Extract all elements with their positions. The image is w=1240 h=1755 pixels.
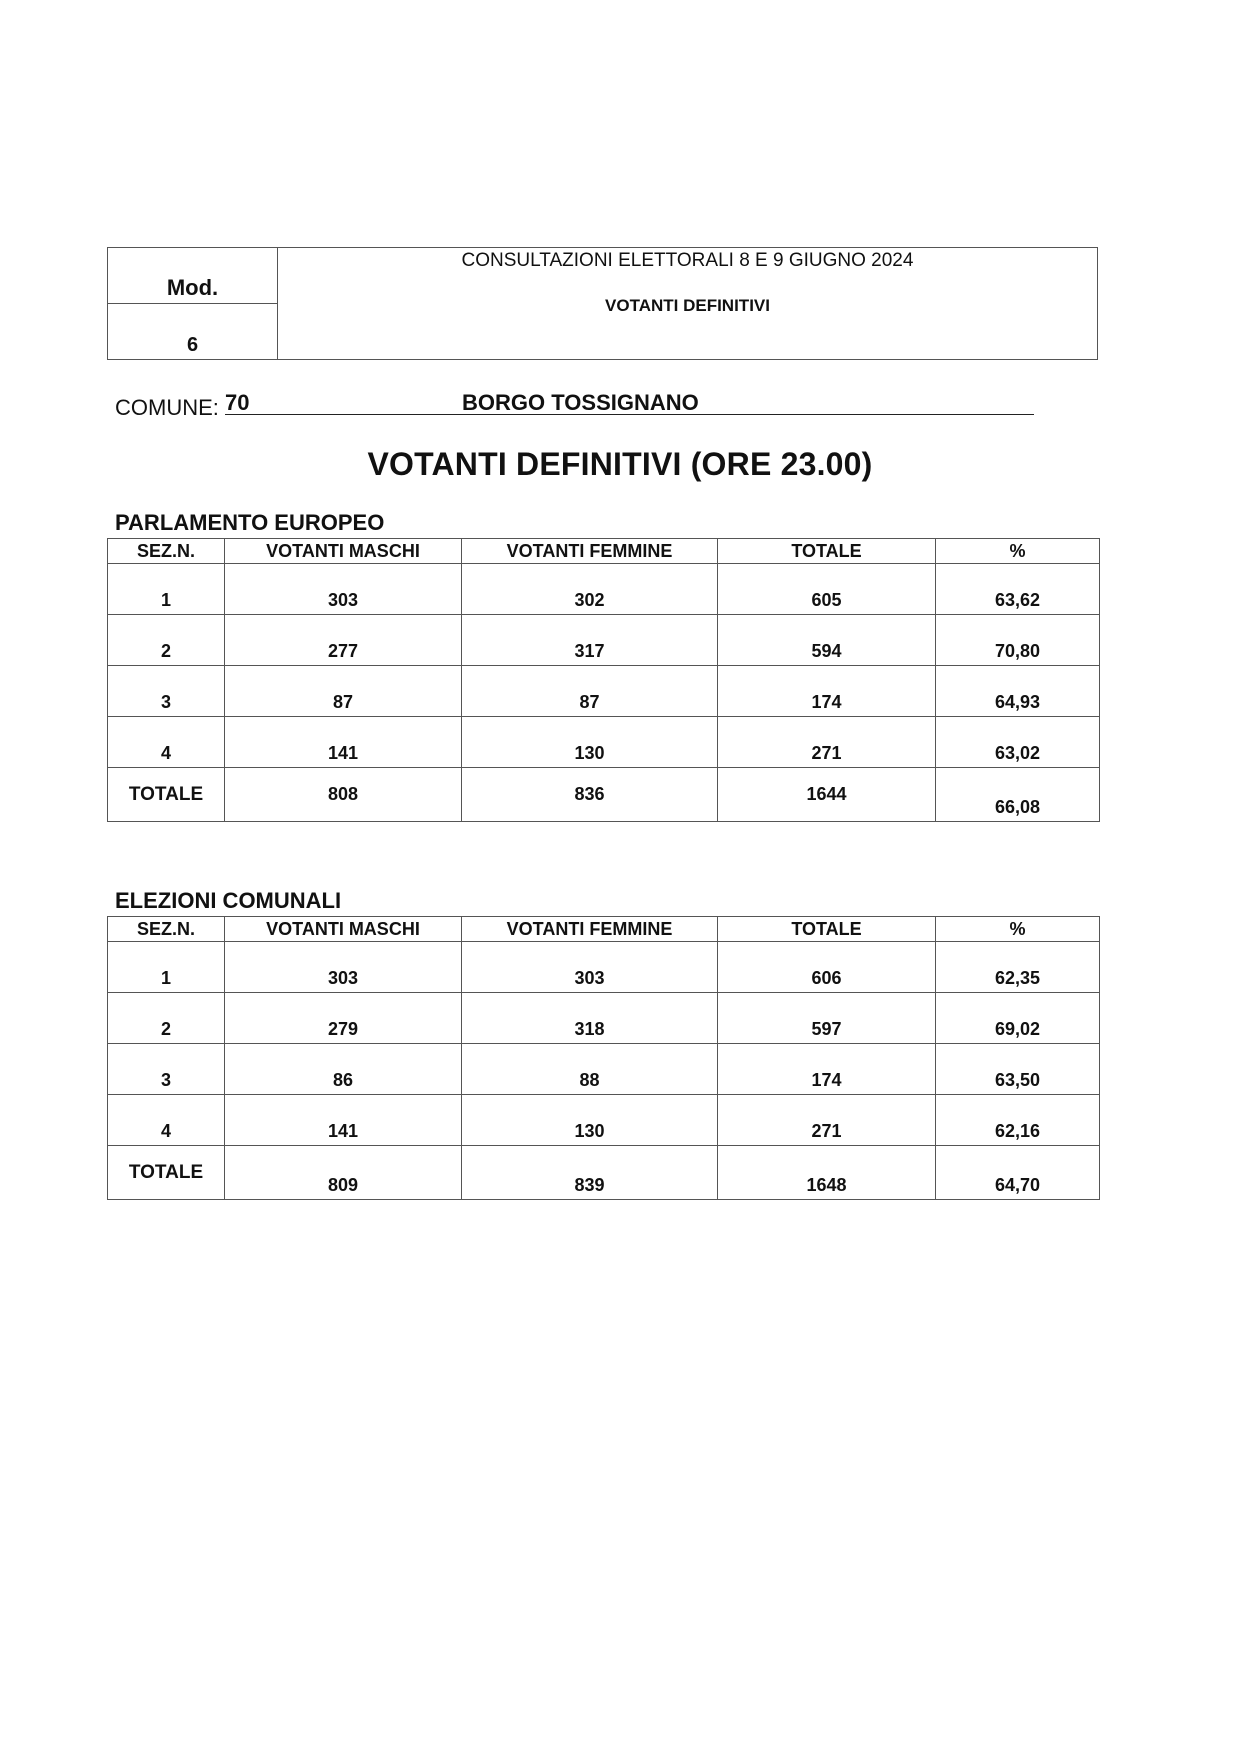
cell-totale: 271 (718, 1095, 936, 1146)
table-row (108, 993, 1100, 1044)
cell-votanti-femmine: 130 (462, 1095, 718, 1146)
cell-votanti-femmine: 87 (462, 666, 718, 717)
column-header-votanti-maschi: VOTANTI MASCHI (225, 917, 462, 942)
table-row (108, 1044, 1100, 1095)
cell-percentuale: 63,62 (936, 564, 1100, 615)
cell-sezione: 1 (108, 564, 225, 615)
main-title: VOTANTI DEFINITIVI (ORE 23.00) (367, 446, 873, 482)
cell-votanti-femmine: 302 (462, 564, 718, 615)
column-header-votanti-femmine: VOTANTI FEMMINE (462, 539, 718, 564)
cell-totale-percentuale: 66,08 (936, 768, 1100, 822)
section-heading-parlamento-europeo: PARLAMENTO EUROPEO (115, 510, 385, 535)
model-label-cell (108, 248, 277, 304)
column-header-votanti-maschi: VOTANTI MASCHI (225, 539, 462, 564)
cell-votanti-maschi: 279 (225, 993, 462, 1044)
table-row (108, 564, 1100, 615)
table-total-row (108, 768, 1100, 822)
cell-totale-maschi: 809 (225, 1146, 462, 1200)
header-box (107, 247, 1098, 360)
cell-totale-complessivo: 1648 (718, 1146, 936, 1200)
cell-percentuale: 63,02 (936, 717, 1100, 768)
cell-votanti-femmine: 303 (462, 942, 718, 993)
table-header-row (108, 539, 1100, 564)
comune-name: BORGO TOSSIGNANO (462, 390, 699, 415)
table-row (108, 942, 1100, 993)
comune-label: COMUNE: (115, 395, 219, 420)
cell-percentuale: 62,35 (936, 942, 1100, 993)
cell-sezione: 2 (108, 993, 225, 1044)
cell-totale: 605 (718, 564, 936, 615)
cell-votanti-maschi: 141 (225, 1095, 462, 1146)
cell-sezione: 3 (108, 1044, 225, 1095)
cell-totale: 271 (718, 717, 936, 768)
column-header-percentuale: % (936, 539, 1100, 564)
results-table-parlamento-europeo (107, 538, 1100, 822)
cell-percentuale: 70,80 (936, 615, 1100, 666)
cell-votanti-femmine: 318 (462, 993, 718, 1044)
cell-totale-complessivo: 1644 (718, 768, 936, 822)
cell-totale-maschi: 808 (225, 768, 462, 822)
column-header-totale: TOTALE (718, 539, 936, 564)
column-header-percentuale: % (936, 917, 1100, 942)
column-header-sezione: SEZ.N. (108, 917, 225, 942)
cell-percentuale: 64,93 (936, 666, 1100, 717)
cell-votanti-maschi: 303 (225, 564, 462, 615)
model-label: Mod. (166, 275, 219, 300)
cell-votanti-maschi: 277 (225, 615, 462, 666)
model-number-cell (108, 304, 277, 359)
cell-votanti-maschi: 303 (225, 942, 462, 993)
cell-totale: 606 (718, 942, 936, 993)
cell-totale: 174 (718, 1044, 936, 1095)
cell-totale: 597 (718, 993, 936, 1044)
cell-totale: 594 (718, 615, 936, 666)
cell-totale-femmine: 836 (462, 768, 718, 822)
cell-votanti-maschi: 87 (225, 666, 462, 717)
comune-code: 70 (225, 390, 250, 415)
table-row (108, 717, 1100, 768)
column-header-votanti-femmine: VOTANTI FEMMINE (462, 917, 718, 942)
cell-votanti-femmine: 88 (462, 1044, 718, 1095)
document-title: CONSULTAZIONI ELETTORALI 8 E 9 GIUGNO 2024 (461, 250, 914, 271)
results-table-elezioni-comunali (107, 916, 1100, 1200)
document-subtitle: VOTANTI DEFINITIVI (605, 296, 770, 315)
cell-votanti-maschi: 141 (225, 717, 462, 768)
table-header-row (108, 917, 1100, 942)
table-row (108, 1095, 1100, 1146)
cell-votanti-femmine: 130 (462, 717, 718, 768)
comune-underline (225, 390, 1034, 415)
cell-votanti-maschi: 86 (225, 1044, 462, 1095)
cell-votanti-femmine: 317 (462, 615, 718, 666)
cell-totale-percentuale: 64,70 (936, 1146, 1100, 1200)
table-total-row (108, 1146, 1100, 1200)
cell-percentuale: 62,16 (936, 1095, 1100, 1146)
cell-percentuale: 63,50 (936, 1044, 1100, 1095)
comune-line (115, 390, 1034, 421)
cell-totale-femmine: 839 (462, 1146, 718, 1200)
table-row (108, 666, 1100, 717)
cell-sezione: 3 (108, 666, 225, 717)
cell-sezione: 4 (108, 717, 225, 768)
model-number: 6 (186, 334, 199, 356)
column-header-sezione: SEZ.N. (108, 539, 225, 564)
table-row (108, 615, 1100, 666)
model-cell (108, 248, 278, 359)
cell-sezione: 4 (108, 1095, 225, 1146)
cell-sezione: 2 (108, 615, 225, 666)
section-heading-elezioni-comunali: ELEZIONI COMUNALI (115, 888, 342, 913)
cell-percentuale: 69,02 (936, 993, 1100, 1044)
cell-totale: 174 (718, 666, 936, 717)
cell-totale-label: TOTALE (108, 768, 225, 822)
cell-sezione: 1 (108, 942, 225, 993)
cell-totale-label: TOTALE (108, 1146, 225, 1200)
column-header-totale: TOTALE (718, 917, 936, 942)
